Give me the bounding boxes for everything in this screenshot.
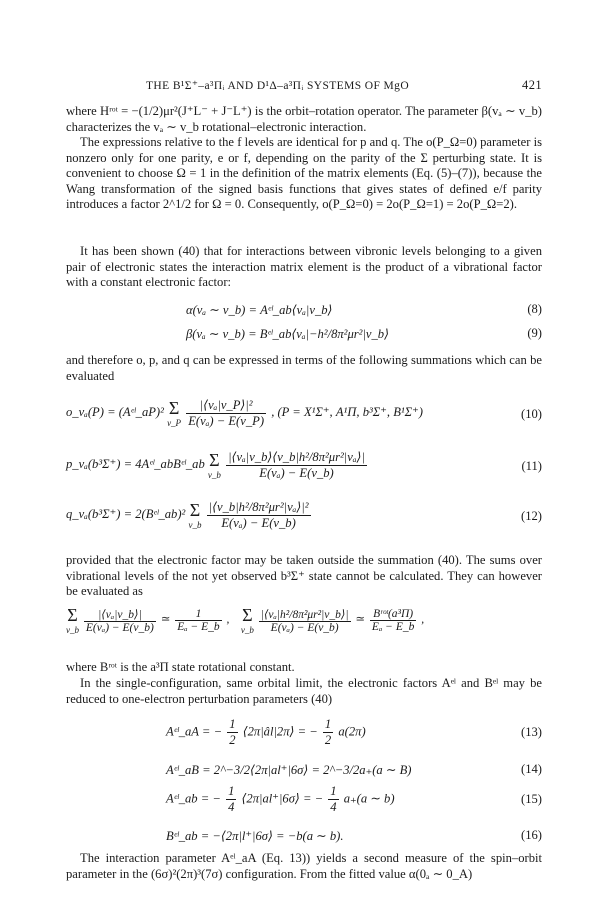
- denominator: E(vₐ) − E(v_b): [221, 516, 296, 530]
- numerator: 1: [228, 784, 235, 798]
- denominator: E(vₐ) − E(v_b): [259, 466, 334, 480]
- paragraph-text: The interaction parameter Aᵉˡ_aA (Eq. 13)) yields a second measure of the spin–orbit parameter in the (6σ)²(2π)³(7σ) configuration. From the fitted value α(0ₐ ∼ 0_A): [66, 851, 542, 881]
- equation-tail: a₊(a ∼ b): [343, 791, 395, 806]
- equation-number: (12): [521, 509, 542, 523]
- numerator: |⟨vₐ|v_b⟩|: [84, 607, 156, 622]
- sigma-icon: Σ: [209, 450, 220, 470]
- running-title: THE B¹Σ⁺–a³Πᵢ AND D¹Δ–a³Πᵢ SYSTEMS OF MgO: [146, 80, 410, 92]
- summation-index: v_P: [167, 418, 182, 428]
- equation-number: (13): [521, 725, 542, 739]
- paragraph-text: In the single-configuration, same orbital limit, the electronic factors Aᵉˡ and Bᵉˡ may be reduced to one-electron perturbation parameters (40): [66, 676, 542, 706]
- equation-9: [66, 326, 542, 348]
- equation-body: β(vₐ ∼ v_b) = Bᵉˡ_ab⟨vₐ|−h²/8π²μr²|v_b⟩: [186, 327, 390, 341]
- summation: [167, 398, 181, 428]
- paragraph-8: [66, 851, 542, 882]
- paragraph-text: The expressions relative to the f levels are identical for p and q. The o(P_Ω=0) parameter is nonzero only for one parity, e or f, depending on the parity of the Σ perturbing state. It is convenient to choose Ω = 1 in the definition of the matrix elements (Eq. (5)–(7)), because the Wang transformation of the signed basis functions that gives states of defined e/f parity introduces a factor 2^1/2 for Ω = 0. Consequently, o(P_Ω=0) = 2o(P_Ω=1) = 2o(P_Ω=2).: [66, 135, 542, 212]
- denominator: Eₐ − E_b: [371, 620, 415, 633]
- approx-sign: ≃: [160, 613, 171, 626]
- fraction: [370, 608, 416, 633]
- summation: [66, 605, 79, 635]
- equation-number: (15): [521, 792, 542, 806]
- denominator: E(vₐ) − E(v_b): [85, 621, 154, 634]
- numerator: 1: [330, 784, 337, 798]
- fraction: [226, 449, 367, 481]
- paragraph-text: and therefore o, p, and q can be expressed in terms of the following summations which can be evaluated: [66, 353, 542, 383]
- summation-index: v_b: [207, 470, 221, 480]
- equation-12: [66, 499, 542, 539]
- equation-number: (9): [527, 326, 542, 340]
- equation-number: (16): [521, 828, 542, 842]
- equation-body: α(vₐ ∼ v_b) = Aᵉˡ_ab⟨vₐ|v_b⟩: [186, 303, 333, 317]
- paragraph-2: [66, 135, 542, 213]
- equation-number: (14): [521, 762, 542, 776]
- fraction: [84, 607, 156, 634]
- equation-tail: , (P = X¹Σ⁺, A¹Π, b³Σ⁺, B¹Σ⁺): [271, 404, 423, 419]
- equation-10: [66, 397, 542, 437]
- summation: [208, 450, 221, 480]
- equation-lhs: o_vₐ(P) = (Aᵉˡ_aP)²: [66, 404, 164, 419]
- paragraph-7: [66, 676, 542, 707]
- paragraph-1: [66, 104, 542, 135]
- equation-number: (8): [527, 302, 542, 316]
- equation-16: [66, 828, 542, 850]
- numerator: |⟨vₐ|v_b⟩⟨v_b|h²/8π²μr²|vₐ⟩|: [228, 450, 365, 464]
- equation-body: [66, 449, 369, 481]
- sigma-icon: Σ: [168, 398, 180, 418]
- equation-13: [66, 717, 542, 751]
- equation-body: [66, 397, 423, 429]
- separator: ,: [421, 613, 425, 626]
- numerator: |⟨vₐ|h²/8π²μr²|v_b⟩|: [260, 608, 349, 621]
- equation-lhs: Aᵉˡ_ab = −: [166, 791, 221, 806]
- denominator: E(vₐ) − E(v_b): [270, 621, 339, 634]
- fraction: [226, 784, 236, 815]
- sigma-icon: Σ: [189, 500, 201, 520]
- equation-body: [166, 784, 395, 815]
- denominator: 2: [324, 733, 332, 747]
- equation-11: [66, 449, 542, 489]
- sigma-icon: Σ: [67, 605, 78, 625]
- numerator: Bʳᵒᵗ(a³Π): [370, 608, 416, 621]
- numerator: |⟨vₐ|v_P⟩|²: [186, 397, 266, 414]
- paragraph-text: where Bʳᵒᵗ is the a³Π state rotational constant.: [66, 660, 295, 674]
- equation-body: Bᵉˡ_ab = −⟨2π|l⁺|6σ⟩ = −b(a ∼ b).: [166, 829, 344, 843]
- summation: [241, 605, 254, 635]
- separator: ,: [226, 613, 239, 626]
- numerator: |⟨v_b|h²/8π²μr²|vₐ⟩|²: [208, 500, 309, 514]
- fraction: [227, 717, 237, 748]
- fraction: [175, 608, 221, 633]
- fraction: [328, 784, 338, 815]
- equation-lhs: Aᵉˡ_aA = −: [166, 724, 223, 739]
- approx-sign: ≃: [355, 613, 366, 626]
- numerator: 1: [324, 717, 332, 731]
- paragraph-4: [66, 353, 542, 384]
- paragraph-5: [66, 553, 542, 600]
- fraction: [323, 717, 333, 748]
- equation-tail: a(2π): [338, 724, 366, 739]
- equation-approximation: [66, 605, 542, 645]
- equation-number: (10): [521, 407, 542, 421]
- summation-index: v_b: [188, 520, 202, 530]
- sigma-icon: Σ: [242, 605, 253, 625]
- denominator: 2: [229, 733, 236, 747]
- page-number: 421: [522, 78, 542, 92]
- equation-middle: ⟨2π|al⁺|6σ⟩ = −: [241, 791, 324, 806]
- denominator: E(vₐ) − E(v_P): [188, 414, 265, 428]
- fraction: [259, 607, 351, 634]
- summation: [188, 500, 201, 530]
- summation-index: v_b: [66, 625, 79, 635]
- equation-number: (11): [521, 459, 542, 473]
- numerator: 1: [175, 608, 221, 621]
- paragraph-text: provided that the electronic factor may be taken outside the summation (40). The sums over vibrational levels of the not yet observed b³Σ⁺ state cannot be calculated. They can however be evaluated as: [66, 553, 542, 599]
- equation-body: Aᵉˡ_aB = 2^−3/2⟨2π|al⁺|6σ⟩ = 2^−3/2a₊(a ∼ B): [166, 763, 412, 777]
- equation-body: [166, 717, 366, 748]
- paragraph-text: where Hʳᵒᵗ = −(1/2)μr²(J⁺L⁻ + J⁻L⁺) is the orbit–rotation operator. The parameter β(vₐ ∼ v_b) characterizes the vₐ ∼ v_b rotational–electronic interaction.: [66, 104, 542, 134]
- denominator: 4: [228, 800, 235, 814]
- denominator: Eₐ − E_b: [177, 620, 220, 633]
- summation-index: v_b: [240, 625, 254, 635]
- equation-body: [66, 499, 313, 531]
- paragraph-6: [66, 660, 542, 676]
- numerator: 1: [229, 717, 236, 731]
- paragraph-text: It has been shown (40) that for interactions between vibronic levels belonging to a given pair of electronic states the interaction matrix element is the product of a vibrational factor with a constant electronic factor:: [66, 244, 542, 290]
- equation-8: [66, 302, 542, 324]
- equation-14: [66, 762, 542, 784]
- equation-lhs: q_vₐ(b³Σ⁺) = 2(Bᵉˡ_ab)²: [66, 506, 186, 521]
- equation-body: [66, 605, 424, 635]
- equation-middle: ⟨2π|âl|2π⟩ = −: [242, 724, 318, 739]
- denominator: 4: [330, 800, 337, 814]
- fraction: [207, 499, 311, 531]
- equation-lhs: p_vₐ(b³Σ⁺) = 4Aᵉˡ_abBᵉˡ_ab: [66, 456, 205, 471]
- equation-15: [66, 784, 542, 818]
- paragraph-3: [66, 244, 542, 291]
- fraction: [186, 397, 266, 429]
